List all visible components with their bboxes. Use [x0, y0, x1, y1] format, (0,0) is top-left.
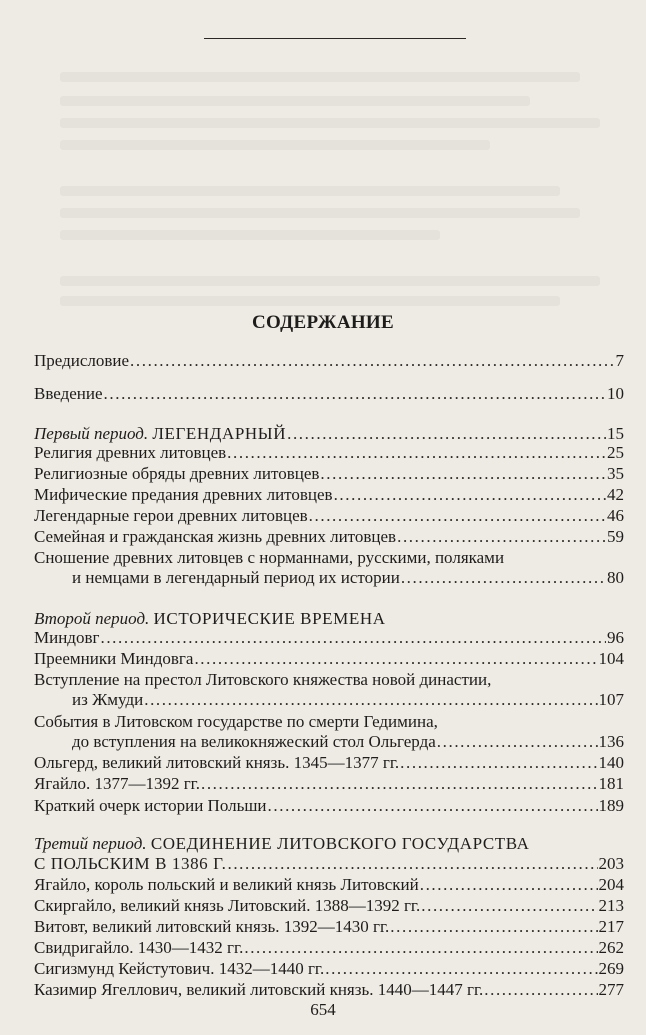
- toc-entry[interactable]: [34, 773, 624, 794]
- toc-entry[interactable]: [34, 916, 624, 937]
- leader-dots: [320, 463, 606, 484]
- toc-page-number: 35: [607, 463, 624, 483]
- toc-page-number: 136: [598, 732, 624, 752]
- leader-dots: [194, 648, 597, 669]
- toc-page-number: 15: [607, 423, 624, 443]
- toc-entry-title: Ольгерд, великий литовский князь. 1345—1377 гг.: [34, 753, 400, 773]
- toc-entry-title: Введение: [34, 383, 103, 403]
- toc-page-number: 140: [598, 753, 624, 773]
- toc-page-number: 204: [598, 874, 624, 894]
- toc-entry-title: Витовт, великий литовский князь. 1392—1430 гг.: [34, 916, 390, 936]
- toc-entry-continuation[interactable]: [72, 731, 624, 752]
- period-label: Второй период.: [34, 609, 150, 629]
- leader-dots: [400, 752, 597, 773]
- header-rule: [204, 38, 466, 39]
- period-title-line2: С ПОЛЬСКИМ В 1386 Г.: [34, 854, 227, 874]
- toc-entry-intro[interactable]: [34, 383, 624, 404]
- toc-entry-title: Религия древних литовцев: [34, 442, 227, 462]
- leader-dots: [268, 795, 598, 816]
- leader-dots: [484, 979, 597, 1000]
- leader-dots: [401, 567, 606, 588]
- toc-page-number: 213: [598, 895, 624, 915]
- toc-entry-title: Преемники Миндовга: [34, 649, 194, 669]
- toc-page-number: 59: [607, 526, 624, 546]
- toc-page-number: 7: [615, 351, 624, 371]
- toc-page-number: 217: [598, 916, 624, 936]
- leader-dots: [420, 874, 598, 895]
- toc-entry[interactable]: [34, 874, 624, 895]
- leader-dots: [100, 627, 606, 648]
- toc-page-number: 203: [598, 854, 624, 874]
- leader-dots: [421, 895, 597, 916]
- toc-entry-title: Миндовг: [34, 628, 100, 648]
- toc-entry[interactable]: [34, 526, 624, 547]
- toc-page-number: 104: [598, 649, 624, 669]
- toc-page-number: 25: [607, 442, 624, 462]
- toc-entry-title: Краткий очерк истории Польши: [34, 796, 267, 816]
- toc-page-number: 80: [607, 567, 624, 587]
- toc-period-first[interactable]: [34, 423, 624, 444]
- toc-period-second[interactable]: [34, 608, 624, 629]
- leader-dots: [201, 773, 598, 794]
- page-number: 654: [310, 1000, 336, 1019]
- toc-period-third-continuation[interactable]: [34, 853, 624, 874]
- toc-entry-multiline[interactable]: [34, 547, 624, 568]
- period-label: Третий период.: [34, 834, 147, 854]
- leader-dots: [227, 853, 597, 874]
- toc-entry[interactable]: [34, 937, 624, 958]
- toc-entry[interactable]: [34, 895, 624, 916]
- toc-entry-title: Свидригайло. 1430—1432 гг.: [34, 937, 244, 957]
- toc-entry[interactable]: [34, 795, 624, 816]
- leader-dots: [287, 423, 606, 444]
- period-title: ИСТОРИЧЕСКИЕ ВРЕМЕНА: [153, 609, 386, 629]
- leader-dots: [437, 731, 598, 752]
- toc-entry[interactable]: [34, 505, 624, 526]
- toc-entry[interactable]: [34, 627, 624, 648]
- contents-heading: СОДЕРЖАНИЕ: [252, 312, 394, 333]
- toc-entry-title: Легендарные герои древних литовцев: [34, 505, 308, 525]
- leader-dots: [397, 526, 606, 547]
- leader-dots: [104, 383, 606, 404]
- leader-dots: [144, 689, 597, 710]
- leader-dots: [334, 484, 606, 505]
- leader-dots: [325, 958, 597, 979]
- leader-dots: [309, 505, 606, 526]
- toc-entry-multiline[interactable]: [34, 669, 624, 690]
- toc-entry-title-line1: Вступление на престол Литовского княжества новой династии,: [34, 670, 492, 690]
- toc-entry[interactable]: [34, 648, 624, 669]
- leader-dots: [227, 442, 606, 463]
- toc-entry[interactable]: [34, 958, 624, 979]
- toc-entry-continuation[interactable]: [72, 567, 624, 588]
- toc-entry-title: Предисловие: [34, 351, 130, 371]
- toc-entry-title-line2: из Жмуди: [72, 690, 144, 710]
- toc-entry-title: Мифические предания древних литовцев: [34, 484, 333, 504]
- toc-entry-multiline[interactable]: [34, 711, 624, 732]
- toc-page-number: 42: [607, 484, 624, 504]
- toc-entry-continuation[interactable]: [72, 689, 624, 710]
- period-title: ЛЕГЕНДАРНЫЙ: [152, 423, 287, 443]
- toc-entry-title: Ягайло. 1377—1392 гг.: [34, 774, 200, 794]
- toc-page-number: 107: [598, 690, 624, 710]
- toc-page-number: 277: [598, 979, 624, 999]
- toc-entry-title: Сигизмунд Кейстутович. 1432—1440 гг.: [34, 958, 325, 978]
- toc-page-number: 10: [607, 383, 624, 403]
- toc-entry-title: Семейная и гражданская жизнь древних литовцев: [34, 526, 397, 546]
- toc-page-number: 181: [598, 774, 624, 794]
- toc-entry-preface[interactable]: [34, 350, 624, 371]
- toc-page-number: 269: [598, 958, 624, 978]
- toc-page-number: 96: [607, 628, 624, 648]
- toc-entry-title-line2: до вступления на великокняжеский стол Ольгерда: [72, 732, 436, 752]
- toc-page-number: 46: [607, 505, 624, 525]
- toc-page-number: 189: [598, 796, 624, 816]
- toc-entry[interactable]: [34, 463, 624, 484]
- toc-period-third[interactable]: [34, 833, 624, 854]
- toc-page-number: 262: [598, 937, 624, 957]
- toc-entry[interactable]: [34, 979, 624, 1000]
- period-title-line1: СОЕДИНЕНИЕ ЛИТОВСКОГО ГОСУДАРСТВА: [150, 834, 530, 854]
- period-label: Первый период.: [34, 423, 149, 443]
- toc-entry-title-line1: Сношение древних литовцев с норманнами, русскими, поляками: [34, 547, 505, 567]
- toc-entry-title: Ягайло, король польский и великий князь Литовский: [34, 874, 419, 894]
- toc-entry-title-line2: и немцами в легендарный период их истории: [72, 567, 400, 587]
- toc-entry-title-line1: События в Литовском государстве по смерти Гедимина,: [34, 712, 438, 732]
- toc-entry[interactable]: [34, 484, 624, 505]
- toc-entry[interactable]: [34, 752, 624, 773]
- toc-entry-title: Религиозные обряды древних литовцев: [34, 463, 320, 483]
- toc-entry[interactable]: [34, 442, 624, 463]
- leader-dots: [130, 350, 614, 371]
- toc-entry-title: Скиргайло, великий князь Литовский. 1388—1392 гг.: [34, 895, 421, 915]
- toc-entry-title: Казимир Ягеллович, великий литовский князь. 1440—1447 гг.: [34, 979, 484, 999]
- leader-dots: [390, 916, 597, 937]
- leader-dots: [244, 937, 597, 958]
